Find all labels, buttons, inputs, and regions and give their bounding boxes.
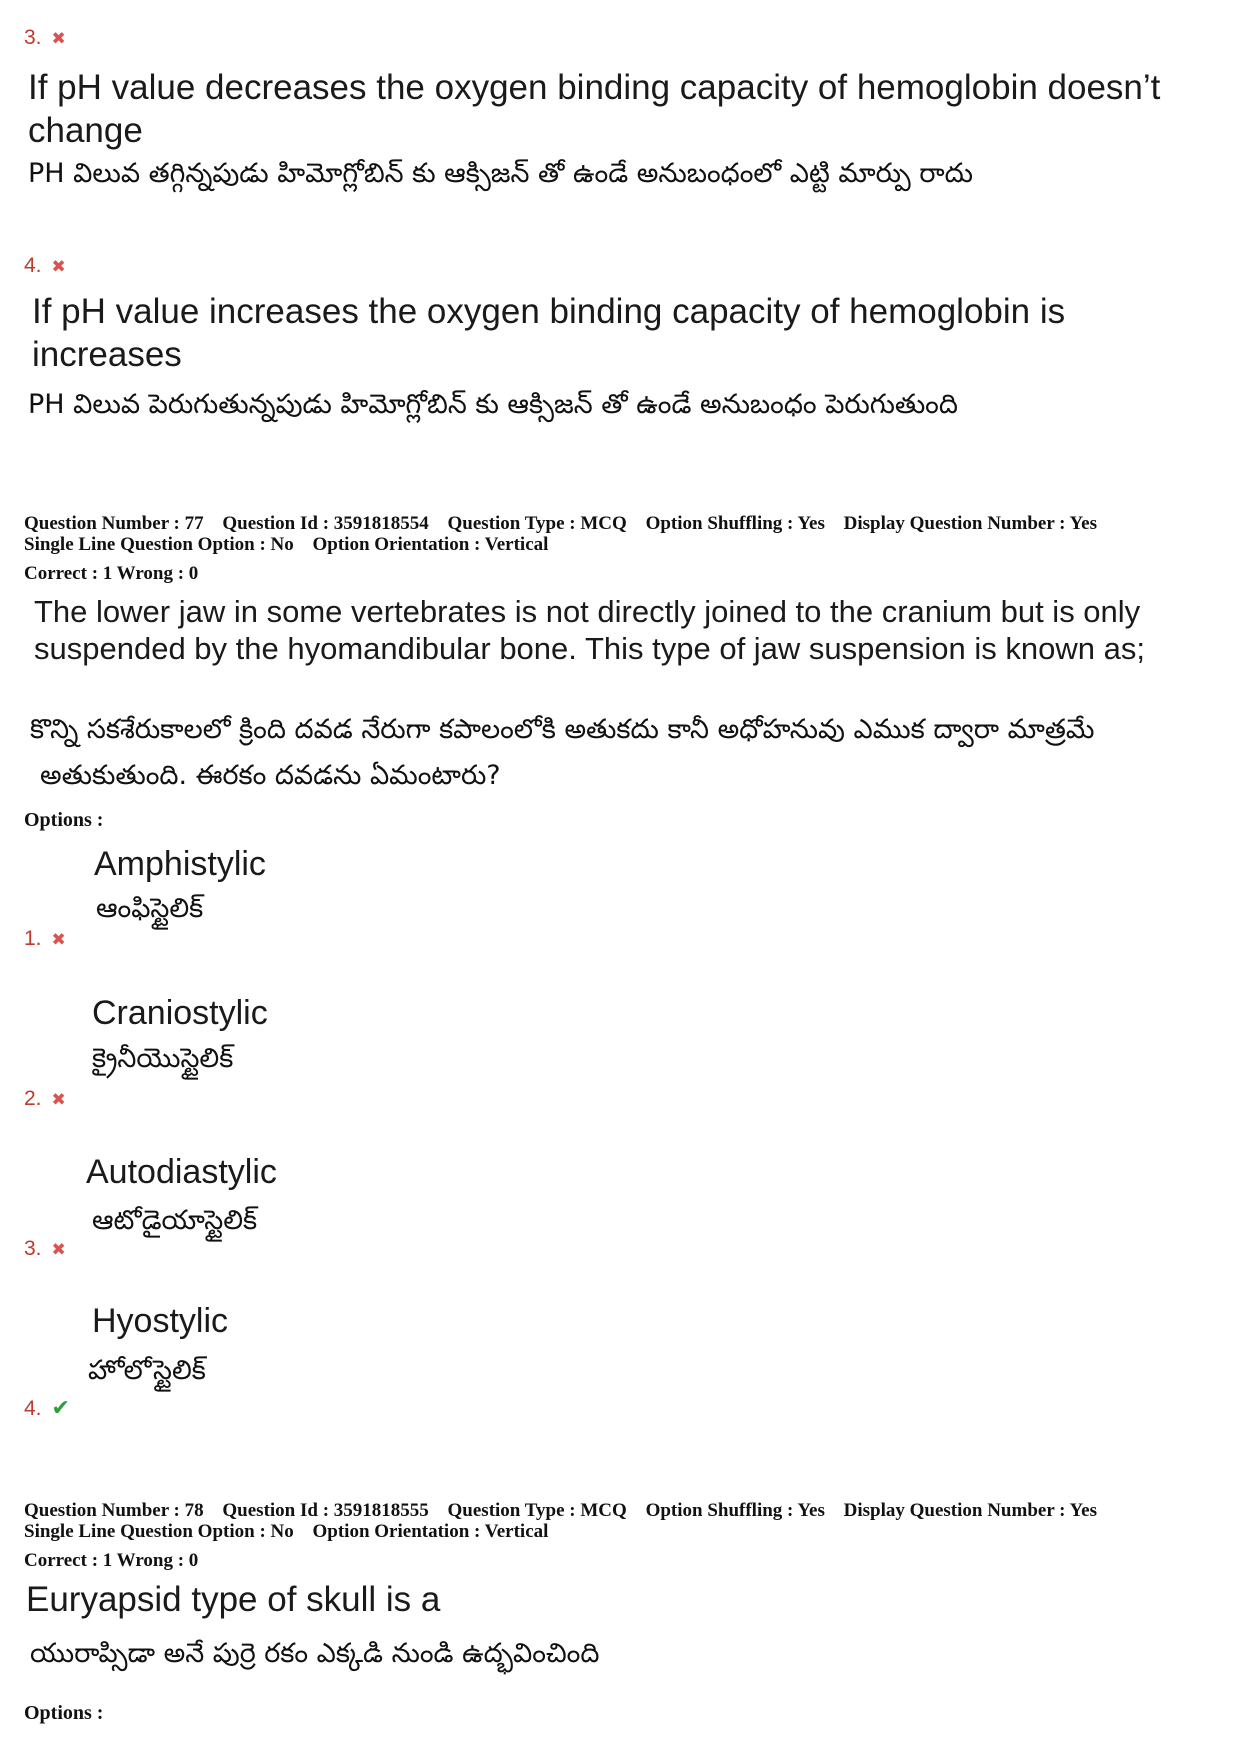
q78-question-telugu: యురాప్సిడా అనే పుర్రె రకం ఎక్కడి నుండి ఉద్భవించింది [30,1638,600,1669]
q78-meta-line1 [24,1500,1111,1521]
q77-question-telugu-line2: అతుకుతుంది. ఈరకం దవడను ఏమంటారు? [40,760,501,791]
display-question-number: Display Question Number : Yes [843,513,1097,534]
display-question-number: Display Question Number : Yes [843,1500,1097,1521]
q77-option-3-english: Autodiastylic [86,1153,277,1191]
q77-option-1-english: Amphistylic [94,845,266,883]
option-orientation: Option Orientation : Vertical [312,1521,549,1542]
q77-options-label: Options : [24,809,104,831]
wrong-icon: ✖ [51,1090,66,1110]
wrong-icon: ✖ [51,29,66,49]
prev-option-3-marker [24,26,66,50]
option-number: 3. [24,26,42,49]
q77-option-3-marker [24,1237,66,1261]
q77-score: Correct : 1 Wrong : 0 [24,563,199,584]
q78-question-english: Euryapsid type of skull is a [26,1580,441,1619]
q77-meta-line1 [24,513,1111,534]
q78-options-label: Options : [24,1702,104,1724]
q77-option-3-telugu: ఆటోడైయాస్టైలిక్ [92,1205,258,1236]
single-line-option: Single Line Question Option : No [24,1521,294,1542]
q77-question-english: The lower jaw in some vertebrates is not directly joined to the cranium but is only suspended by the hyomandibular bone. This type of jaw suspension is known as; [34,594,1145,666]
prev-option-4-telugu: PH విలువ పెరుగుతున్నపుడు హిమోగ్లోబిన్ కు ఆక్సిజన్ తో ఉండే అనుబంధం పెరుగుతుంది [28,389,958,420]
q77-meta-line2 [24,534,562,555]
option-shuffling: Option Shuffling : Yes [645,1500,825,1521]
question-number: Question Number : 77 [24,513,204,534]
q78-meta-line2 [24,1521,562,1542]
single-line-option: Single Line Question Option : No [24,534,294,555]
option-number: 1. [24,927,42,950]
wrong-icon: ✖ [51,257,66,277]
q77-question-telugu-line1: కొన్ని సకశేరుకాలలో క్రింది దవడ నేరుగా కపాలంలోకి అతుకదు కానీ అధోహనువు ఎముక ద్వారా మాత్రమే [30,714,1095,745]
q77-option-4-marker [24,1396,70,1421]
q77-option-2-telugu: క్రైనీయొస్టైలిక్ [92,1043,234,1074]
option-number: 2. [24,1087,42,1110]
q77-option-2-english: Craniostylic [92,994,268,1032]
question-id: Question Id : 3591818554 [222,513,429,534]
q77-option-4-telugu: హోలోస్టైలిక్ [88,1355,206,1386]
q77-option-1-telugu: ఆంఫిస్టైలిక్ [96,893,204,924]
option-shuffling: Option Shuffling : Yes [645,513,825,534]
prev-option-3-telugu: PH విలువ తగ్గిన్నపుడు హిమోగ్లోబిన్ కు ఆక్సిజన్ తో ఉండే అనుబంధంలో ఎట్టి మార్పు రాదు [28,158,974,189]
option-orientation: Option Orientation : Vertical [312,534,549,555]
question-number: Question Number : 78 [24,1500,204,1521]
q77-option-1-marker [24,927,66,951]
question-id: Question Id : 3591818555 [222,1500,429,1521]
prev-option-4-marker [24,254,66,278]
q77-option-2-marker [24,1087,66,1111]
option-number: 4. [24,254,42,277]
q77-option-4-english: Hyostylic [92,1302,229,1340]
wrong-icon: ✖ [51,1240,66,1260]
option-number: 3. [24,1237,42,1260]
prev-option-4-english: If pH value increases the oxygen binding capacity of hemoglobin is increases [32,292,1066,374]
question-type: Question Type : MCQ [447,513,627,534]
prev-option-3-english: If pH value decreases the oxygen binding capacity of hemoglobin doesn’t change [28,68,1161,150]
wrong-icon: ✖ [51,930,66,950]
question-type: Question Type : MCQ [447,1500,627,1521]
option-number: 4. [24,1397,42,1420]
q78-score: Correct : 1 Wrong : 0 [24,1550,199,1571]
check-icon: ✔ [51,1396,70,1421]
